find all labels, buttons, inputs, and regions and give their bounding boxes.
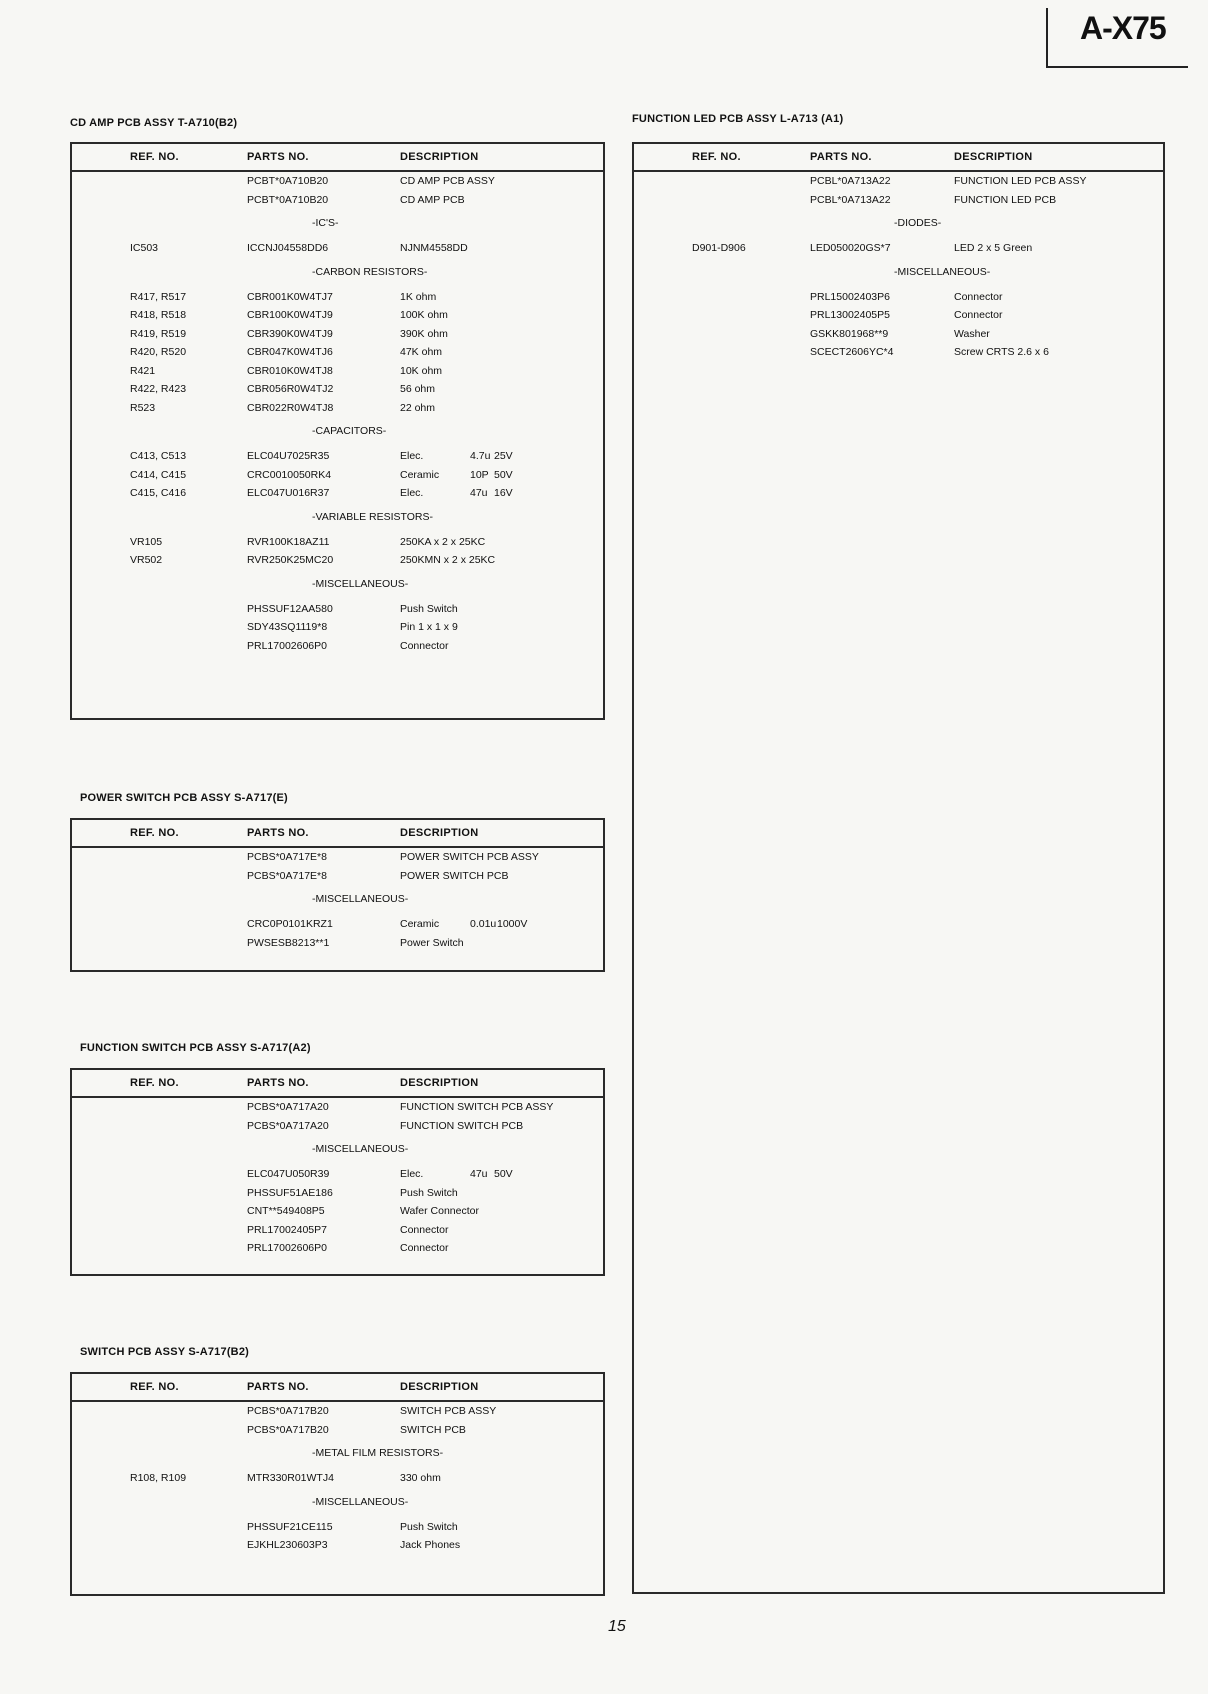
description-cell: Ceramic <box>400 468 440 481</box>
parts-no-cell: ELC047U016R37 <box>247 487 330 499</box>
parts-no-cell: PCBS*0A717E*8 <box>247 869 327 882</box>
table-row <box>634 343 1163 362</box>
group-heading-row <box>72 885 603 915</box>
table-rows <box>72 172 603 655</box>
parts-no-cell: CRC0010050RK4 <box>247 468 332 481</box>
parts-no-cell: PHSSUF51AE186 <box>247 1186 333 1199</box>
col-header-parts: PARTS NO. <box>247 151 309 163</box>
table-row <box>72 466 603 485</box>
ref-no-cell: R108, R109 <box>130 1472 187 1484</box>
description-cell: SWITCH PCB ASSY <box>400 1405 497 1417</box>
description-cell: Push Switch <box>400 1520 458 1533</box>
parts-no-cell: PCBL*0A713A22 <box>810 193 891 206</box>
description-cell: 10K ohm <box>400 364 443 377</box>
table-header <box>72 820 603 848</box>
parts-no-cell: PCBT*0A710B20 <box>247 175 329 187</box>
voltage-cell: 50V <box>494 468 513 481</box>
parts-no-cell: PRL17002606P0 <box>247 1242 327 1254</box>
description-cell: NJNM4558DD <box>400 242 468 254</box>
description-cell: Connector <box>954 290 1003 303</box>
col-header-ref: REF. NO. <box>130 151 179 163</box>
col-header-parts: PARTS NO. <box>247 1077 309 1089</box>
table-row <box>634 325 1163 344</box>
group-heading: -MISCELLANEOUS- <box>312 577 409 590</box>
section-title-function-led: FUNCTION LED PCB ASSY L-A713 (A1) <box>632 113 844 125</box>
col-header-ref: REF. NO. <box>692 151 741 163</box>
table-row <box>72 1202 603 1221</box>
col-header-desc: DESCRIPTION <box>400 151 479 163</box>
group-heading: -METAL FILM RESISTORS- <box>312 1447 444 1459</box>
table-row <box>72 239 603 258</box>
table-row <box>72 1518 603 1537</box>
parts-no-cell: CRC0P0101KRZ1 <box>247 918 333 930</box>
table-row <box>72 399 603 418</box>
table-row <box>72 1536 603 1555</box>
table-row <box>72 343 603 362</box>
table-header <box>634 144 1163 172</box>
table-row <box>72 306 603 325</box>
description-cell: Push Switch <box>400 1186 458 1199</box>
parts-table-switch <box>70 1372 605 1596</box>
col-header-parts: PARTS NO. <box>247 827 309 839</box>
ref-no-cell: R419, R519 <box>130 327 187 340</box>
parts-no-cell: ELC047U050R39 <box>247 1168 330 1180</box>
group-heading: -CARBON RESISTORS- <box>312 265 428 278</box>
description-cell: POWER SWITCH PCB <box>400 869 509 882</box>
parts-no-cell: SDY43SQ1119*8 <box>247 621 328 633</box>
parts-no-cell: CBR100K0W4TJ9 <box>247 309 333 321</box>
table-row <box>634 172 1163 191</box>
description-cell: Elec. <box>400 450 424 462</box>
description-cell: Connector <box>400 1223 449 1236</box>
col-header-desc: DESCRIPTION <box>400 827 479 839</box>
description-cell: FUNCTION LED PCB ASSY <box>954 175 1087 187</box>
description-cell: Jack Phones <box>400 1539 461 1551</box>
table-row <box>72 1165 603 1184</box>
description-cell: FUNCTION SWITCH PCB ASSY <box>400 1101 554 1113</box>
table-row <box>72 484 603 503</box>
parts-no-cell: ICCNJ04558DD6 <box>247 242 329 254</box>
parts-no-cell: CBR010K0W4TJ8 <box>247 364 333 377</box>
description-cell: Wafer Connector <box>400 1205 479 1217</box>
ref-no-cell: C413, C513 <box>130 450 187 462</box>
ref-no-cell: C415, C416 <box>130 487 187 499</box>
group-heading-row <box>72 209 603 239</box>
table-header <box>72 1374 603 1402</box>
ref-no-cell: R418, R518 <box>130 309 187 321</box>
description-cell: 390K ohm <box>400 327 448 340</box>
description-cell: CD AMP PCB <box>400 193 465 206</box>
voltage-cell: 50V <box>494 1168 513 1180</box>
parts-no-cell: PRL17002606P0 <box>247 639 327 652</box>
table-row <box>72 848 603 867</box>
ref-no-cell: D901-D906 <box>692 242 746 254</box>
parts-no-cell: MTR330R01WTJ4 <box>247 1472 334 1484</box>
description-cell: 100K ohm <box>400 309 448 321</box>
group-heading: -CAPACITORS- <box>312 425 387 437</box>
description-cell: Connector <box>954 309 1003 321</box>
col-header-desc: DESCRIPTION <box>400 1077 479 1089</box>
parts-no-cell: PCBL*0A713A22 <box>810 175 891 187</box>
ref-no-cell: C414, C415 <box>130 468 187 481</box>
ref-no-cell: IC503 <box>130 242 159 254</box>
group-heading-row <box>72 570 603 600</box>
group-heading-row <box>72 1488 603 1518</box>
ref-no-cell: R421 <box>130 364 156 377</box>
description-cell: Connector <box>400 639 449 652</box>
group-heading-row <box>72 258 603 288</box>
table-row <box>72 637 603 656</box>
table-row <box>72 1098 603 1117</box>
scan-edge-line <box>70 380 71 440</box>
parts-no-cell: CBR001K0W4TJ7 <box>247 290 333 303</box>
description-cell: 22 ohm <box>400 401 436 414</box>
description-cell: 330 ohm <box>400 1472 441 1484</box>
parts-no-cell: PRL17002405P7 <box>247 1223 327 1236</box>
group-heading: -MISCELLANEOUS- <box>312 1143 409 1155</box>
description-cell: LED 2 x 5 Green <box>954 242 1033 254</box>
ref-no-cell: R420, R520 <box>130 346 187 358</box>
description-cell: Washer <box>954 327 990 340</box>
group-heading: -DIODES- <box>894 217 942 229</box>
description-cell: Elec. <box>400 487 424 499</box>
table-row <box>72 867 603 886</box>
ref-no-cell: R523 <box>130 401 156 414</box>
table-row <box>634 306 1163 325</box>
parts-no-cell: PCBS*0A717B20 <box>247 1423 329 1436</box>
table-row <box>72 1239 603 1258</box>
value-cell: 0.01u <box>470 918 497 930</box>
col-header-desc: DESCRIPTION <box>954 151 1033 163</box>
ref-no-cell: R417, R517 <box>130 290 187 303</box>
section-title-cd-amp: CD AMP PCB ASSY T-A710(B2) <box>70 117 238 129</box>
table-row <box>72 1421 603 1440</box>
parts-no-cell: PCBS*0A717A20 <box>247 1119 329 1132</box>
section-title-function-switch: FUNCTION SWITCH PCB ASSY S-A717(A2) <box>80 1042 311 1054</box>
description-cell: Pin 1 x 1 x 9 <box>400 621 458 633</box>
parts-no-cell: PRL13002405P5 <box>810 309 890 321</box>
value-cell: 10P <box>470 468 489 481</box>
col-header-parts: PARTS NO. <box>810 151 872 163</box>
description-cell: 56 ohm <box>400 383 436 395</box>
group-heading-row <box>72 1135 603 1165</box>
parts-table-cd-amp <box>70 142 605 720</box>
parts-no-cell: CBR390K0W4TJ9 <box>247 327 333 340</box>
table-row <box>72 600 603 619</box>
parts-no-cell: PHSSUF12AA580 <box>247 602 333 615</box>
section-title-power-switch: POWER SWITCH PCB ASSY S-A717(E) <box>80 792 288 804</box>
table-row <box>72 1402 603 1421</box>
table-row <box>72 288 603 307</box>
value-cell: 47u <box>470 487 488 499</box>
col-header-ref: REF. NO. <box>130 827 179 839</box>
description-cell: CD AMP PCB ASSY <box>400 175 495 187</box>
ref-no-cell: R422, R423 <box>130 383 187 395</box>
parts-no-cell: PCBT*0A710B20 <box>247 193 329 206</box>
parts-no-cell: SCECT2606YC*4 <box>810 346 894 358</box>
ref-no-cell: VR105 <box>130 535 163 548</box>
table-row <box>72 362 603 381</box>
table-row <box>72 618 603 637</box>
table-rows <box>634 172 1163 362</box>
description-cell: FUNCTION SWITCH PCB <box>400 1119 524 1132</box>
col-header-ref: REF. NO. <box>130 1381 179 1393</box>
table-header <box>72 1070 603 1098</box>
description-cell: Push Switch <box>400 602 458 615</box>
col-header-parts: PARTS NO. <box>247 1381 309 1393</box>
group-heading-row <box>72 417 603 447</box>
table-row <box>72 191 603 210</box>
table-row <box>72 172 603 191</box>
description-cell: Elec. <box>400 1168 424 1180</box>
value-cell: 4.7u <box>470 450 491 462</box>
parts-no-cell: PCBS*0A717E*8 <box>247 851 327 863</box>
description-cell: 1K ohm <box>400 290 437 303</box>
description-cell: 250KMN x 2 x 25KC <box>400 554 496 566</box>
group-heading: -IC'S- <box>312 217 339 229</box>
parts-no-cell: EJKHL230603P3 <box>247 1539 328 1551</box>
group-heading-row <box>72 1439 603 1469</box>
col-header-desc: DESCRIPTION <box>400 1381 479 1393</box>
table-row <box>72 533 603 552</box>
table-rows <box>72 848 603 952</box>
parts-no-cell: CBR056R0W4TJ2 <box>247 383 334 395</box>
table-row <box>72 325 603 344</box>
table-row <box>72 934 603 953</box>
section-title-switch: SWITCH PCB ASSY S-A717(B2) <box>80 1346 250 1358</box>
group-heading: -VARIABLE RESISTORS- <box>312 510 433 523</box>
group-heading: -MISCELLANEOUS- <box>312 1495 409 1508</box>
page-number: 15 <box>608 1618 626 1635</box>
group-heading: -MISCELLANEOUS- <box>312 893 409 905</box>
table-row <box>72 1469 603 1488</box>
parts-no-cell: PWSESB8213**1 <box>247 936 330 949</box>
parts-table-function-led <box>632 142 1165 1594</box>
table-row <box>72 915 603 934</box>
parts-no-cell: CNT**549408P5 <box>247 1205 325 1217</box>
voltage-cell: 25V <box>494 450 513 462</box>
parts-no-cell: CBR047K0W4TJ6 <box>247 346 333 358</box>
table-row <box>72 380 603 399</box>
description-cell: POWER SWITCH PCB ASSY <box>400 851 539 863</box>
model-number: A-X75 <box>1080 10 1166 46</box>
parts-no-cell: PCBS*0A717B20 <box>247 1405 329 1417</box>
parts-no-cell: GSKK801968**9 <box>810 327 889 340</box>
voltage-cell: 1000V <box>497 918 528 930</box>
col-header-ref: REF. NO. <box>130 1077 179 1089</box>
table-header <box>72 144 603 172</box>
table-row <box>634 239 1163 258</box>
parts-no-cell: PHSSUF21CE115 <box>247 1520 333 1533</box>
group-heading-row <box>634 258 1163 288</box>
voltage-cell: 16V <box>494 487 513 499</box>
description-cell: Power Switch <box>400 936 464 949</box>
table-row <box>72 1117 603 1136</box>
parts-table-power-switch <box>70 818 605 972</box>
description-cell: 47K ohm <box>400 346 443 358</box>
table-row <box>634 288 1163 307</box>
description-cell: Ceramic <box>400 918 440 930</box>
group-heading: -MISCELLANEOUS- <box>894 265 991 278</box>
parts-no-cell: ELC04U7025R35 <box>247 450 330 462</box>
group-heading-row <box>72 503 603 533</box>
ref-no-cell: VR502 <box>130 554 163 566</box>
table-row <box>72 447 603 466</box>
description-cell: SWITCH PCB <box>400 1423 466 1436</box>
parts-no-cell: CBR022R0W4TJ8 <box>247 401 334 414</box>
table-row <box>72 1221 603 1240</box>
parts-table-function-switch <box>70 1068 605 1276</box>
table-rows <box>72 1402 603 1555</box>
table-row <box>72 1184 603 1203</box>
description-cell: Screw CRTS 2.6 x 6 <box>954 346 1049 358</box>
description-cell: FUNCTION LED PCB <box>954 193 1057 206</box>
parts-no-cell: PCBS*0A717A20 <box>247 1101 329 1113</box>
value-cell: 47u <box>470 1168 488 1180</box>
description-cell: Connector <box>400 1242 449 1254</box>
parts-no-cell: RVR250K25MC20 <box>247 554 334 566</box>
parts-no-cell: PRL15002403P6 <box>810 290 890 303</box>
parts-no-cell: LED050020GS*7 <box>810 242 891 254</box>
table-row <box>634 191 1163 210</box>
description-cell: 250KA x 2 x 25KC <box>400 535 486 548</box>
group-heading-row <box>634 209 1163 239</box>
table-row <box>72 551 603 570</box>
table-rows <box>72 1098 603 1258</box>
parts-no-cell: RVR100K18AZ11 <box>247 535 330 548</box>
